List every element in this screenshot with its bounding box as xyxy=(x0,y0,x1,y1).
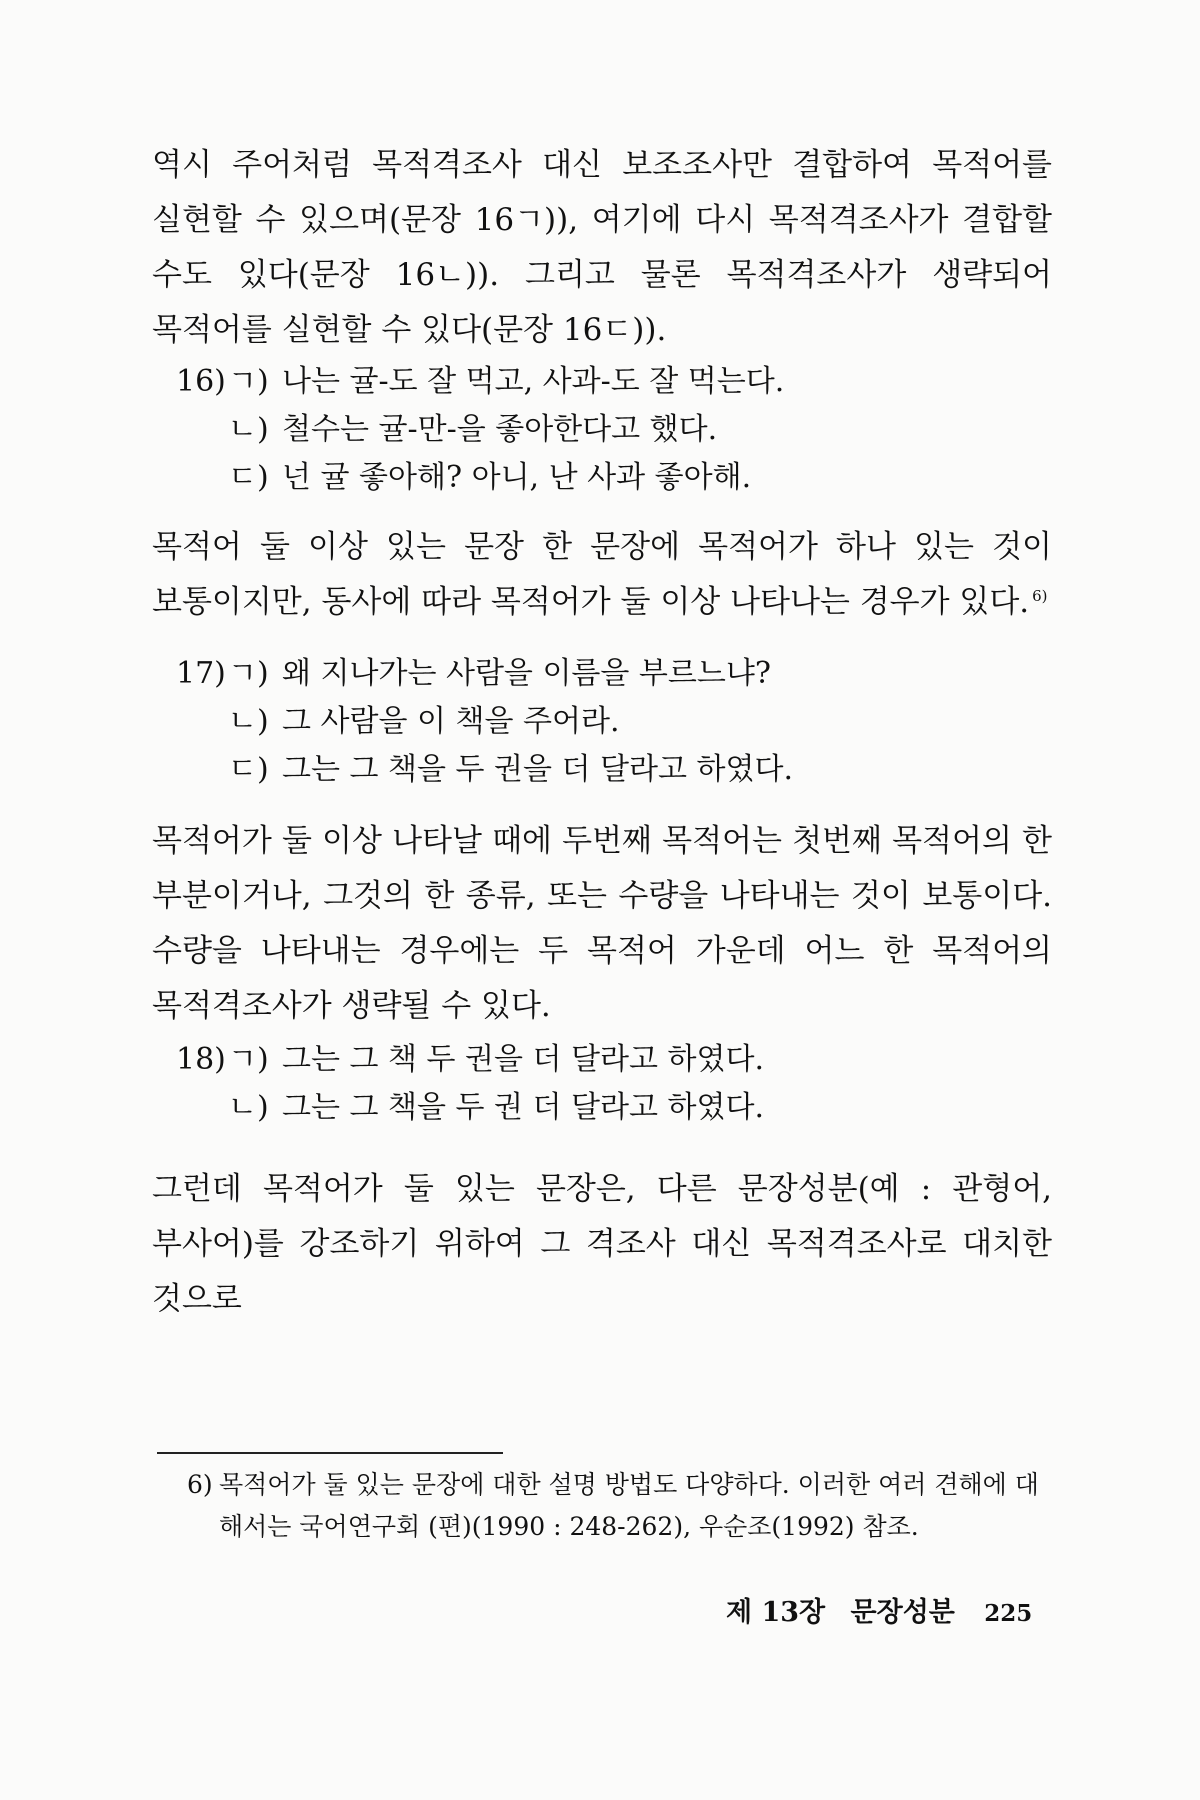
running-footer xyxy=(726,1590,1032,1629)
paragraph-2 xyxy=(152,520,1052,630)
example-16-line-c xyxy=(176,454,1036,502)
footnote xyxy=(187,1464,1067,1548)
paragraph-3-text: 목적어가 둘 이상 나타날 때에 두번째 목적어는 첫번째 목적어의 한 부분이거나, 그것의 한 종류, 또는 수량을 나타내는 것이 보통이다. 수량을 나타내는 경우에는 두 목적어 가운데 어느 한 목적어의 목적격조사가 생략될 수 있다. xyxy=(152,823,1052,1024)
footnote-text-2: 해서는 국어연구회 (편)(1990 : 248-262), 우순조(1992) 참조. xyxy=(219,1512,919,1541)
example-18-mark-a: ㄱ) xyxy=(228,1042,269,1077)
footnote-line-2 xyxy=(187,1506,1067,1548)
footnote-divider xyxy=(157,1452,503,1454)
footnote-line-1 xyxy=(187,1464,1067,1506)
example-16-line-a xyxy=(176,358,1036,406)
example-17-text-b: 그 사람을 이 책을 주어라. xyxy=(282,704,620,739)
example-18-text-a: 그는 그 책 두 권을 더 달라고 하였다. xyxy=(282,1042,765,1077)
example-18-line-b xyxy=(176,1084,1036,1132)
footnote-text-1: 목적어가 둘 있는 문장에 대한 설명 방법도 다양하다. 이러한 여러 견해에 대 xyxy=(219,1470,1039,1499)
example-17-mark-b: ㄴ) xyxy=(228,704,269,739)
example-18-line-a xyxy=(176,1036,1036,1084)
footnote-number: 6) xyxy=(187,1470,213,1499)
page-number: 225 xyxy=(984,1600,1033,1627)
paragraph-1 xyxy=(152,138,1052,358)
example-17-line-a xyxy=(176,650,1036,698)
paragraph-4 xyxy=(152,1162,1052,1327)
example-16-text-a: 나는 귤-도 잘 먹고, 사과-도 잘 먹는다. xyxy=(282,364,785,399)
example-16-mark-b: ㄴ) xyxy=(228,412,269,447)
footer-title: 문장성분 xyxy=(850,1597,955,1628)
paragraph-4-text: 그런데 목적어가 둘 있는 문장은, 다른 문장성분(예 : 관형어, 부사어)를 강조하기 위하여 그 격조사 대신 목적격조사로 대치한 것으로 xyxy=(152,1171,1052,1317)
footer-chapter: 제 13장 xyxy=(726,1597,826,1628)
example-18-number: 18) xyxy=(176,1042,226,1077)
example-16-text-b: 철수는 귤-만-을 좋아한다고 했다. xyxy=(282,412,718,447)
example-17 xyxy=(176,650,1036,794)
example-18-text-b: 그는 그 책을 두 권 더 달라고 하였다. xyxy=(282,1090,765,1125)
example-17-line-c xyxy=(176,746,1036,794)
example-17-number: 17) xyxy=(176,656,226,691)
example-17-mark-a: ㄱ) xyxy=(228,656,269,691)
example-16-text-c: 넌 귤 좋아해? 아니, 난 사과 좋아해. xyxy=(282,460,752,495)
example-16-line-b xyxy=(176,406,1036,454)
example-18 xyxy=(176,1036,1036,1132)
example-18-mark-b: ㄴ) xyxy=(228,1090,269,1125)
example-17-mark-c: ㄷ) xyxy=(228,752,269,787)
example-16-number: 16) xyxy=(176,364,226,399)
paragraph-3 xyxy=(152,814,1052,1034)
example-17-line-b xyxy=(176,698,1036,746)
paragraph-1-text: 역시 주어처럼 목적격조사 대신 보조조사만 결합하여 목적어를 실현할 수 있으며(문장 16ㄱ)), 여기에 다시 목적격조사가 결합할 수도 있다(문장 16ㄴ)). 그리고 물론 목적격조사가 생략되어 목적어를 실현할 수 있다(문장 16ㄷ)). xyxy=(152,147,1052,348)
example-16 xyxy=(176,358,1036,502)
footnote-reference: 6) xyxy=(1032,587,1048,605)
paragraph-2-text: 목적어 둘 이상 있는 문장 한 문장에 목적어가 하나 있는 것이 보통이지만, 동사에 따라 목적어가 둘 이상 나타나는 경우가 있다. xyxy=(152,529,1052,620)
example-17-text-a: 왜 지나가는 사람을 이름을 부르느냐? xyxy=(282,656,771,691)
example-16-mark-a: ㄱ) xyxy=(228,364,269,399)
example-16-mark-c: ㄷ) xyxy=(228,460,269,495)
example-17-text-c: 그는 그 책을 두 권을 더 달라고 하였다. xyxy=(282,752,793,787)
